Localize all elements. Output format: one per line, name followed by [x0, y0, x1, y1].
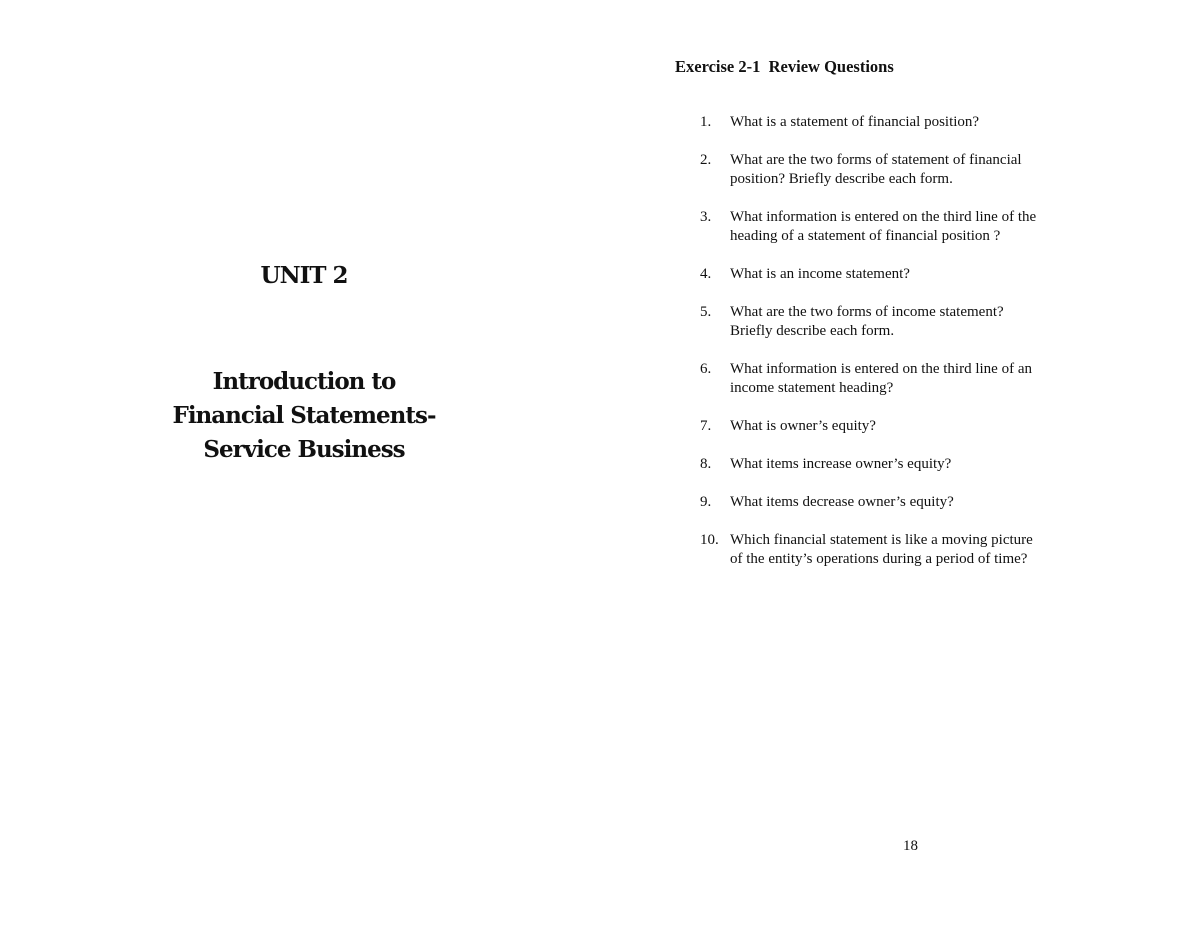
question-number: 8.: [700, 456, 712, 472]
question-number: 6.: [700, 361, 712, 377]
question-item: [700, 208, 1180, 246]
question-item: [700, 455, 1180, 474]
question-item: [700, 151, 1180, 189]
question-text: What are the two forms of statement of financial position? Briefly describe each form.: [730, 152, 1022, 187]
chapter-title: [0, 365, 608, 467]
question-item: [700, 531, 1180, 569]
unit-title: UNIT 2: [260, 262, 348, 289]
question-number: 3.: [700, 209, 712, 225]
question-text: What is a statement of financial position?: [730, 114, 980, 130]
question-number: 10.: [700, 532, 719, 548]
question-text: What items decrease owner’s equity?: [730, 494, 954, 510]
question-text: What information is entered on the third line of the heading of a statement of financial position ?: [730, 209, 1037, 244]
page-number: 18: [903, 838, 918, 854]
chapter-title-line: Introduction to: [212, 368, 396, 395]
question-text: What items increase owner’s equity?: [730, 456, 952, 472]
question-text: What information is entered on the third line of an income statement heading?: [730, 361, 1032, 396]
question-number: 9.: [700, 494, 712, 510]
question-number: 5.: [700, 304, 712, 320]
question-item: [700, 360, 1180, 398]
question-item: [700, 303, 1180, 341]
question-number: 4.: [700, 266, 712, 282]
chapter-title-line: Service Business: [203, 436, 405, 463]
question-item: [700, 113, 1180, 132]
question-item: [700, 493, 1180, 512]
review-questions-list: [700, 113, 1180, 588]
question-number: 7.: [700, 418, 712, 434]
question-number: 1.: [700, 114, 712, 130]
right-page: [600, 0, 1200, 927]
question-number: 2.: [700, 152, 712, 168]
question-text: What are the two forms of income statement? Briefly describe each form.: [730, 304, 1004, 339]
exercise-title: Exercise 2-1 Review Questions: [675, 57, 894, 76]
chapter-title-line: Financial Statements-: [172, 402, 436, 429]
question-text: What is owner’s equity?: [730, 418, 876, 434]
question-text: What is an income statement?: [730, 266, 910, 282]
question-item: [700, 417, 1180, 436]
question-text: Which financial statement is like a moving picture of the entity’s operations during a period of time?: [730, 532, 1033, 567]
question-item: [700, 265, 1180, 284]
